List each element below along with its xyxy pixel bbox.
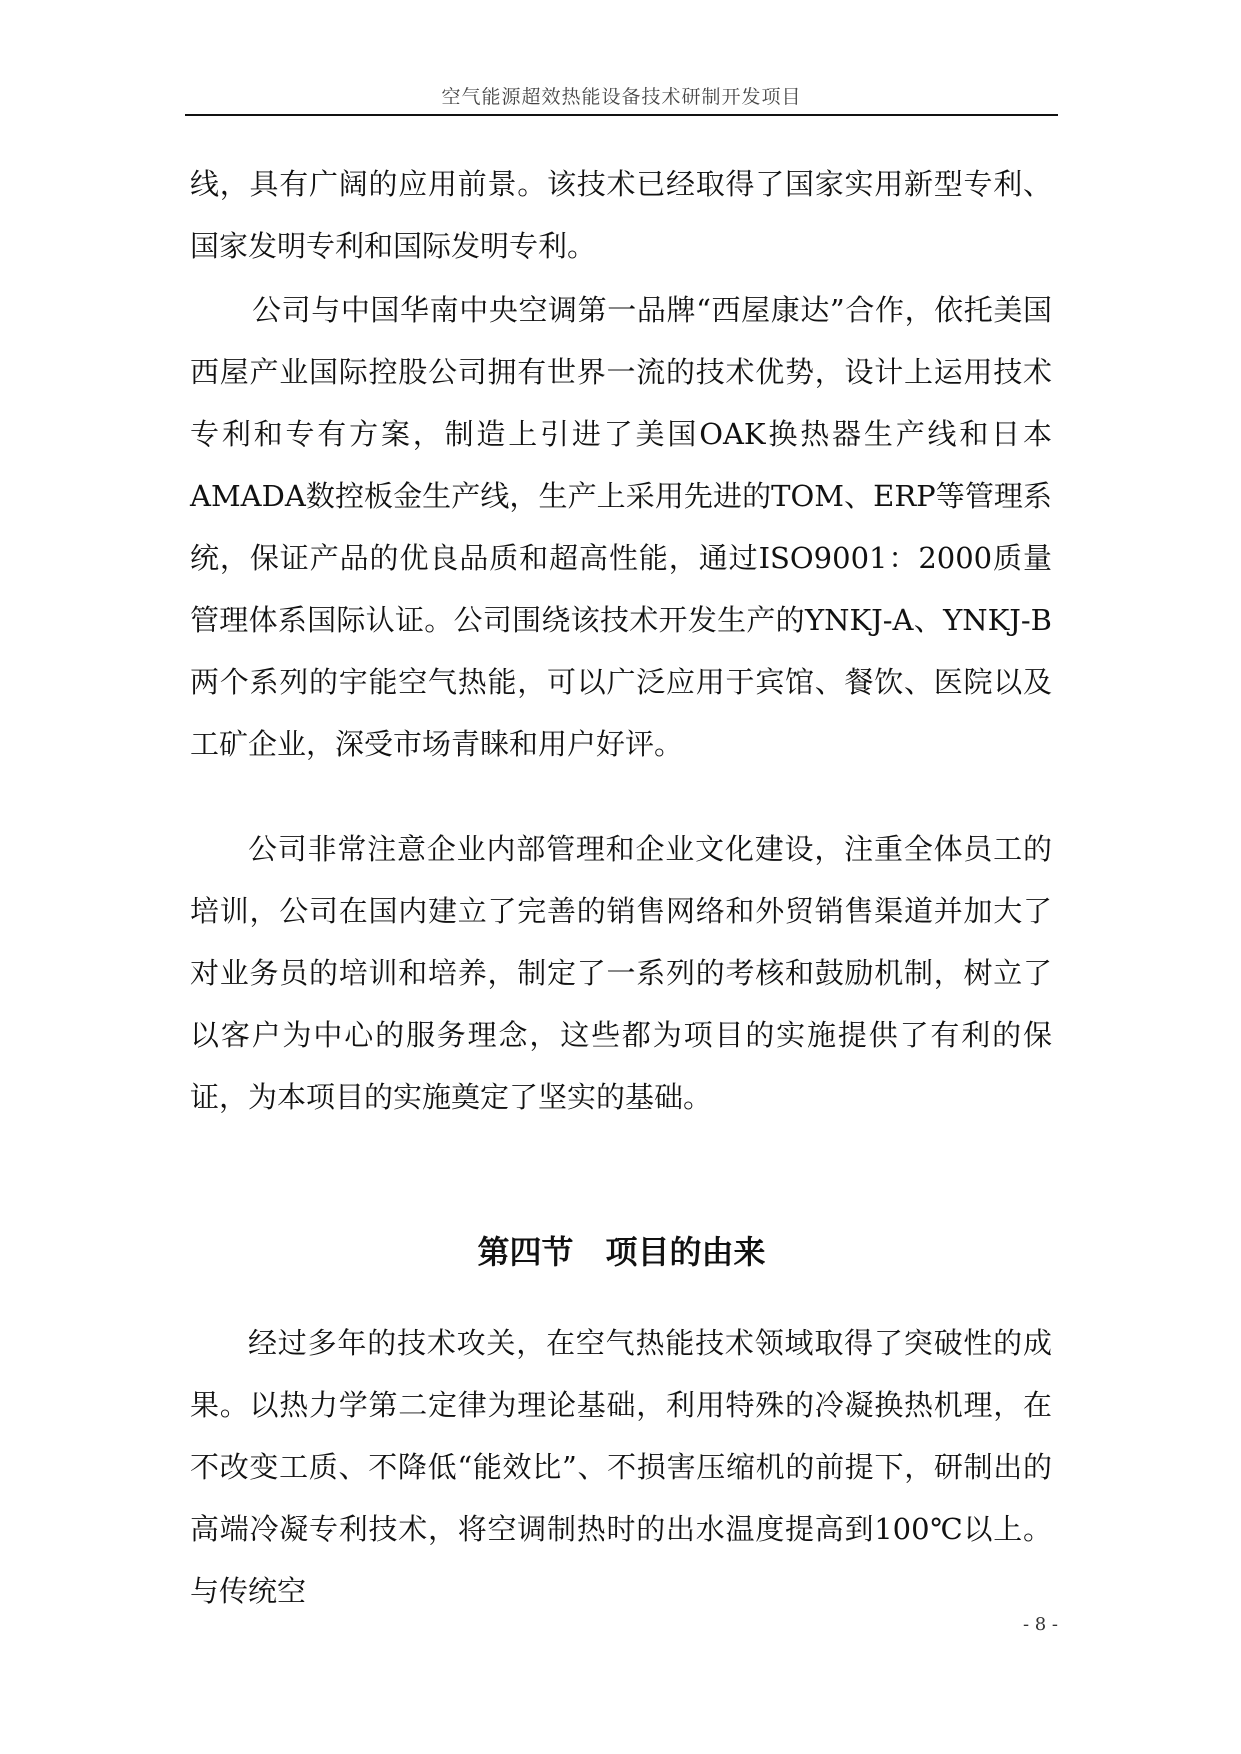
paragraph-2: 公司与中国华南中央空调第一品牌“西屋康达”合作，依托美国西屋产业国际控股公司拥有世界一流的技术优势，设计上运用技术专利和专有方案，制造上引进了美国OAK换热器生产线和日本AMADA数控板金生产线，生产上采用先进的TOM、ERP等管理系统，保证产品的优良品质和超高性能，通过ISO9001：2000质量管理体系国际认证。公司围绕该技术开发生产的YNKJ-A、YNKJ-B两个系列的宇能空气热能，可以广泛应用于宾馆、餐饮、医院以及工矿企业，深受市场青睐和用户好评。 (190, 293, 1052, 761)
page-header: 空气能源超效热能设备技术研制开发项目 (441, 86, 802, 108)
paragraph-1: 线，具有广阔的应用前景。该技术已经取得了国家实用新型专利、国家发明专利和国际发明专利。 (190, 167, 1052, 263)
paragraph-4: 经过多年的技术攻关，在空气热能技术领域取得了突破性的成果。以热力学第二定律为理论基础，利用特殊的冷凝换热机理，在不改变工质、不降低“能效比”、不损害压缩机的前提下，研制出的高端冷凝专利技术，将空调制热时的出水温度提高到100℃以上。与传统空 (190, 1326, 1052, 1608)
page-number: - 8 - (1022, 1614, 1058, 1635)
paragraph-3: 公司非常注意企业内部管理和企业文化建设，注重全体员工的培训，公司在国内建立了完善的销售网络和外贸销售渠道并加大了对业务员的培训和培养，制定了一系列的考核和鼓励机制，树立了以客户为中心的服务理念，这些都为项目的实施提供了有利的保证，为本项目的实施奠定了坚实的基础。 (190, 832, 1052, 1114)
header-divider (185, 114, 1058, 116)
section-title: 第四节 项目的由来 (477, 1233, 766, 1271)
